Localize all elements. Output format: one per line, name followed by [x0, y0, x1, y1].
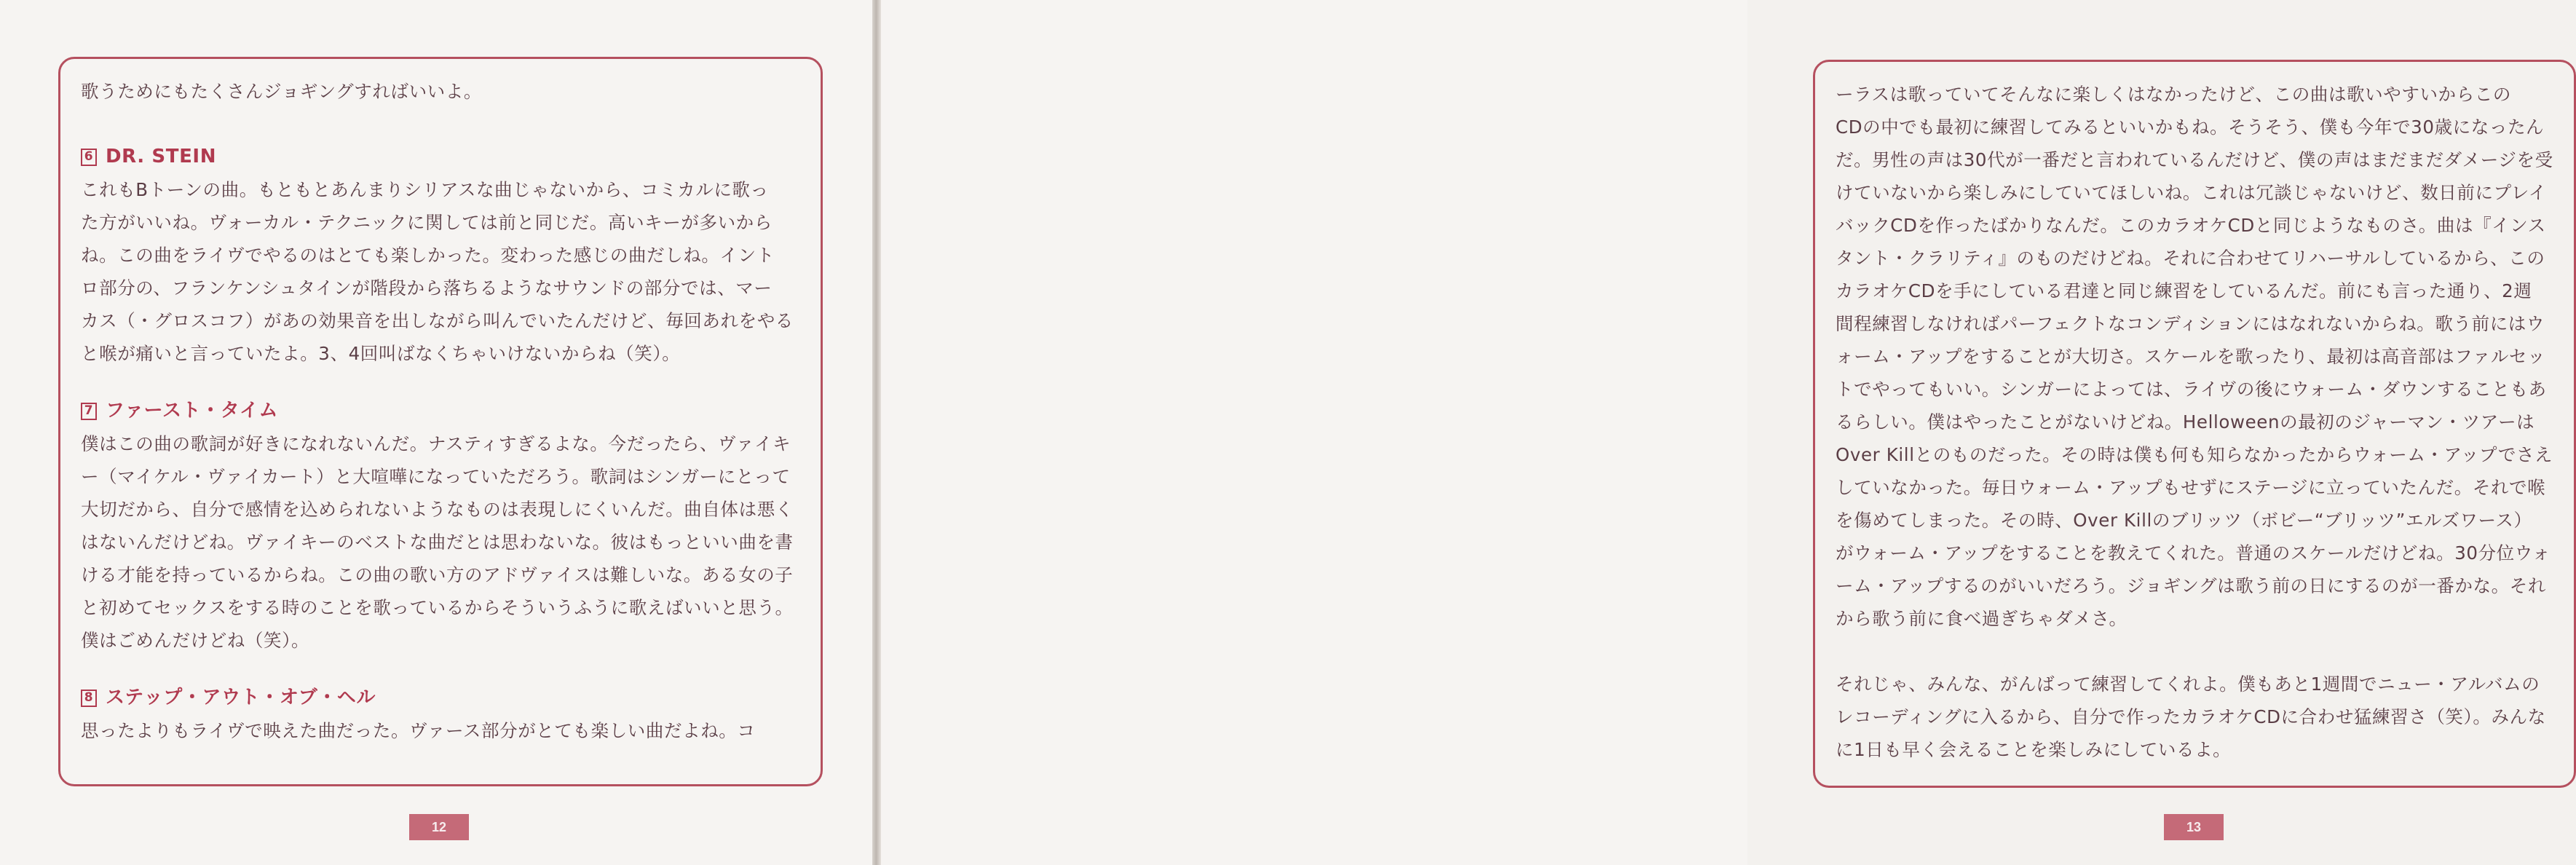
section-number: 7: [81, 403, 97, 420]
closing-line: それじゃ、みんな、がんばって練習してくれよ。僕もあと1週間でニュー・アルバムの: [1836, 674, 2540, 695]
body-line: 僕はごめんだけどね（笑）。: [81, 630, 310, 651]
body-line: CDの中でも最初に練習してみるといいかもね。そうそう、僕も今年で30歳になったん: [1836, 116, 2545, 138]
body-line: ーラスは歌っていてそんなに楽しくはなかったけど、この曲は歌いやすいからこの: [1836, 84, 2511, 105]
body-line: がウォーム・アップをすることを教えてくれた。普通のスケールだけどね。30分位ウォ: [1836, 542, 2551, 564]
body-line: バックCDを作ったばかりなんだ。このカラオケCDと同じようなものさ。曲は『インス: [1836, 215, 2546, 236]
body-line: と初めてセックスをする時のことを歌っているからそういうふうに歌えばいいと思う。: [81, 597, 794, 618]
body-line: 僕はこの曲の歌詞が好きになれないんだ。ナスティすぎるよな。今だったら、ヴァイキ: [81, 433, 791, 454]
body-line: ーム・アップするのがいいだろう。ジョギングは歌う前の日にするのが一番かな。それ: [1836, 575, 2546, 596]
body-line: を傷めてしまった。その時、Over Killのブリッツ（ボビー“ブリッツ”エルズワース）: [1836, 510, 2532, 531]
body-line: ける才能を持っているからね。この曲の歌い方のアドヴァイスは難しいな。ある女の子: [81, 564, 794, 585]
body-line: Over Killとのものだった。その時は僕も何も知らなかったからウォーム・アップでさえ: [1836, 444, 2553, 465]
section-title: DR. STEIN: [106, 146, 217, 167]
book-spine: [872, 0, 881, 865]
body-line: カラオケCDを手にしている君達と同じ練習をしているんだ。前にも言った通り、2週: [1836, 280, 2532, 301]
section-heading-6: [81, 141, 803, 173]
body-line: トでやってもいい。シンガーによっては、ライヴの後にウォーム・ダウンすることもあ: [1836, 379, 2547, 400]
body-line: ー（マイケル・ヴァイカート）と大喧嘩になっていただろう。歌詞はシンガーにとって: [81, 466, 791, 487]
section-heading-7: [81, 395, 803, 427]
body-line: していなかった。毎日ウォーム・アップもせずにステージに立っていたんだ。それで喉: [1836, 477, 2546, 498]
body-line: ォーム・アップをすることが大切さ。スケールを歌ったり、最初は高音部はファルセッ: [1836, 346, 2546, 367]
body-line: 大切だから、自分で感情を込められないようなものは表現しにくいんだ。曲自体は悪く: [81, 499, 794, 520]
body-line: だ。男性の声は30代が一番だと言われているんだけど、僕の声はまだまだダメージを受: [1836, 149, 2553, 170]
body-line: タント・クラリティ』のものだけどね。それに合わせてリハーサルしているから、この: [1836, 248, 2545, 269]
section-title: ステップ・アウト・オブ・ヘル: [106, 687, 376, 708]
body-line: ね。この曲をライヴでやるのはとても楽しかった。変わった感じの曲だしね。イント: [81, 245, 775, 266]
body-line: た方がいいね。ヴォーカル・テクニックに関しては前と同じだ。高いキーが多いから: [81, 212, 773, 233]
intro-line: 歌うためにもたくさんジョギングすればいいよ。: [81, 81, 482, 102]
section-title: ファースト・タイム: [106, 400, 279, 422]
body-line: から歌う前に食べ過ぎちゃダメさ。: [1836, 608, 2127, 629]
section-heading-8: [81, 682, 803, 714]
left-text-frame: [58, 57, 823, 786]
page-number-right: 13: [2164, 814, 2224, 840]
body-line: はないんだけどね。ヴァイキーのベストな曲だとは思わないな。彼はもっといい曲を書: [81, 532, 794, 553]
section-number: 8: [81, 690, 97, 707]
left-page: [0, 0, 872, 865]
left-page-content: [81, 75, 803, 747]
right-text-frame: [1813, 60, 2576, 788]
body-line: るらしい。僕はやったことがないけどね。Helloweenの最初のジャーマン・ツアーは: [1836, 411, 2535, 432]
body-line: ロ部分の、フランケンシュタインが階段から落ちるようなサウンドの部分では、マー: [81, 277, 773, 299]
right-page-content: [1836, 78, 2556, 766]
section-number: 6: [81, 149, 97, 166]
page-number-left: 12: [409, 814, 469, 840]
body-line: これもBトーンの曲。もともとあんまりシリアスな曲じゃないから、コミカルに歌っ: [81, 179, 769, 200]
body-line: けていないから楽しみにしていてほしいね。これは冗談じゃないけど、数日前にプレイ: [1836, 182, 2547, 203]
closing-line: に1日も早く会えることを楽しみにしているよ。: [1836, 739, 2232, 760]
right-page: [881, 0, 2553, 865]
body-line: 思ったよりもライヴで映えた曲だった。ヴァース部分がとても楽しい曲だよね。コ: [81, 720, 756, 741]
body-line: カス（・グロスコフ）があの効果音を出しながら叫んでいたんだけど、毎回あれをやる: [81, 310, 794, 331]
closing-line: レコーディングに入るから、自分で作ったカラオケCDに合わせ猛練習さ（笑）。みんな: [1836, 706, 2546, 727]
body-line: と喉が痛いと言っていたよ。3、4回叫ばなくちゃいけないからね（笑）。: [81, 343, 681, 364]
body-line: 間程練習しなければパーフェクトなコンディションにはなれないからね。歌う前にはウ: [1836, 313, 2545, 334]
